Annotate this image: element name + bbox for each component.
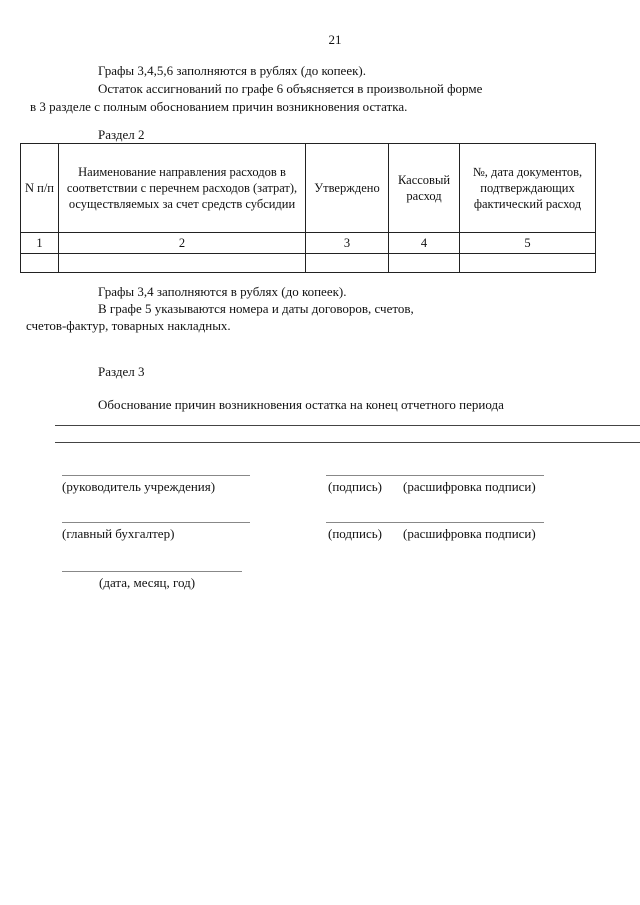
signature-line xyxy=(62,475,250,476)
empty-cell xyxy=(460,254,596,273)
section-2-table xyxy=(20,143,596,273)
signature-line xyxy=(326,522,544,523)
empty-cell xyxy=(306,254,389,273)
column-number: 4 xyxy=(389,233,460,254)
signature-line xyxy=(62,522,250,523)
header-cell-cash-expense: Кассовый расход xyxy=(389,144,460,233)
header-cell-approved: Утверждено xyxy=(306,144,389,233)
table-row xyxy=(21,254,596,273)
column-number: 1 xyxy=(21,233,59,254)
instruction-line: счетов-фактур, товарных накладных. xyxy=(26,318,231,333)
column-number: 3 xyxy=(306,233,389,254)
signature-line xyxy=(326,475,544,476)
date-line xyxy=(62,571,242,572)
head-role-label: (руководитель учреждения) xyxy=(62,479,216,494)
instruction-line: В графе 5 указываются номера и даты договоров, счетов, xyxy=(98,301,414,316)
table-header-row xyxy=(21,144,596,233)
empty-cell xyxy=(21,254,59,273)
column-number-row xyxy=(21,233,596,254)
decode-label: (расшифровка подписи) xyxy=(403,479,536,494)
signature-label: (подпись) xyxy=(328,479,382,494)
fill-in-line xyxy=(55,425,640,426)
header-cell-number: N п/п xyxy=(21,144,59,233)
empty-cell xyxy=(59,254,306,273)
decode-label: (расшифровка подписи) xyxy=(403,526,536,541)
page-number: 21 xyxy=(328,32,342,47)
header-cell-documents: №, дата документов, подтверждающих фактический расход xyxy=(460,144,596,233)
section-2-title: Раздел 2 xyxy=(98,127,145,142)
instruction-line: Остаток ассигнований по графе 6 объясняется в произвольной форме xyxy=(98,81,483,96)
empty-cell xyxy=(389,254,460,273)
header-cell-expense-direction: Наименование направления расходов в соответствии с перечнем расходов (затрат), осуществляемых за счет средств субсидии xyxy=(59,144,306,233)
accountant-role-label: (главный бухгалтер) xyxy=(62,526,175,541)
justification-label: Обоснование причин возникновения остатка на конец отчетного периода xyxy=(98,397,504,412)
column-number: 5 xyxy=(460,233,596,254)
instruction-line: Графы 3,4,5,6 заполняются в рублях (до копеек). xyxy=(98,63,366,78)
section-3-title: Раздел 3 xyxy=(98,364,145,379)
fill-in-line xyxy=(55,442,640,443)
instruction-line: в 3 разделе с полным обоснованием причин возникновения остатка. xyxy=(30,99,408,114)
signature-label: (подпись) xyxy=(328,526,382,541)
instruction-line: Графы 3,4 заполняются в рублях (до копеек). xyxy=(98,284,347,299)
column-number: 2 xyxy=(59,233,306,254)
date-label: (дата, месяц, год) xyxy=(99,575,196,590)
